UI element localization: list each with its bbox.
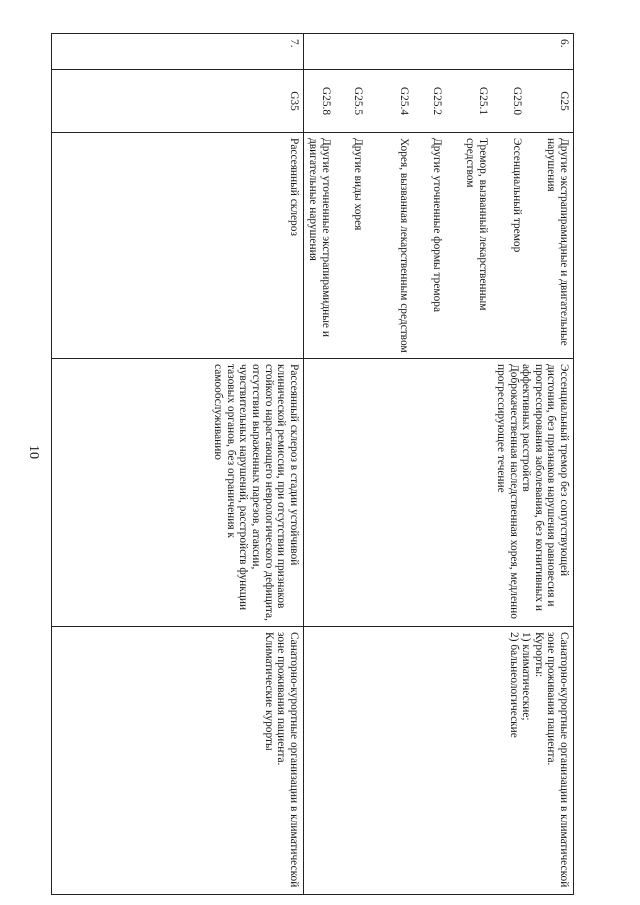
organization-text: Санаторно-курортные организации в климатической зоне проживания пациента. — [275, 632, 300, 888]
treatment-table — [51, 33, 574, 895]
organization-cell — [303, 627, 573, 895]
page-number: 10 — [26, 445, 41, 459]
description-text: Рассеянный склероз в стадии устойчивой клинической ремиссии, при отсутствии признаков стойкого нарастающего неврологического дефицита, отсутствии выраженных парезов, атаксии, чувствительных нарушений, расстройств функции тазовых органов, без ограничения к самообслуживанию — [212, 364, 300, 621]
description-cell — [51, 359, 303, 627]
icd-codes-cell — [303, 70, 573, 133]
icd-code: G25.2 — [431, 86, 443, 116]
icd-code: G25.5 — [352, 86, 364, 116]
icd-code: G25.8 — [320, 86, 332, 116]
organization-text: 2) бальнеологические — [507, 632, 520, 738]
row-number: 7. — [51, 34, 303, 70]
diagnosis-name: Другие уточненные формы тремора — [431, 138, 443, 313]
diagnosis-name: Рассеянный склероз — [287, 138, 300, 236]
description-text: Доброкачественная наследственная хорея, медленно прогрессирующее течение — [495, 364, 520, 619]
row-number: 6. — [303, 34, 573, 70]
rotated-table-frame — [53, 33, 574, 895]
icd-code: G35 — [287, 91, 300, 111]
diagnosis-names-cell — [303, 133, 573, 359]
diagnosis-name: Другие уточненные экстрапирамидные и двигательные нарушения — [307, 138, 332, 337]
organization-text: Курорты: — [532, 632, 545, 678]
diagnosis-name: Другие экстрапирамидные и двигательные нарушения — [545, 138, 570, 346]
icd-code: G25.0 — [511, 86, 523, 116]
table-row — [51, 34, 303, 895]
icd-code: G25.4 — [398, 86, 410, 116]
diagnosis-name: Хорея, вызванная лекарственным средством — [398, 138, 410, 353]
diagnosis-name: Другие виды хорея — [352, 138, 364, 231]
diagnosis-names-cell — [51, 133, 303, 359]
icd-codes-cell — [51, 70, 303, 133]
diagnosis-name: Тремор, вызванный лекарственным средством — [464, 138, 489, 311]
table-row — [303, 34, 573, 895]
icd-code: G25.1 — [477, 86, 489, 116]
icd-code: G25 — [558, 91, 570, 111]
organization-cell — [51, 627, 303, 895]
organization-text: Климатические курорты — [262, 632, 275, 751]
description-text: Эссенциальный тремор без сопутствующей дистонии, без признаков нарушения равновесия и прогрессирования заболевания, без когнитивных и аффективных расстройств — [520, 364, 570, 611]
organization-text: 1) климатические; — [520, 632, 533, 721]
organization-text: Санаторно-курортные организации в климатической зоне проживания пациента. — [545, 632, 570, 888]
diagnosis-name: Эссенциальный тремор — [511, 138, 523, 253]
description-cell — [303, 359, 573, 627]
